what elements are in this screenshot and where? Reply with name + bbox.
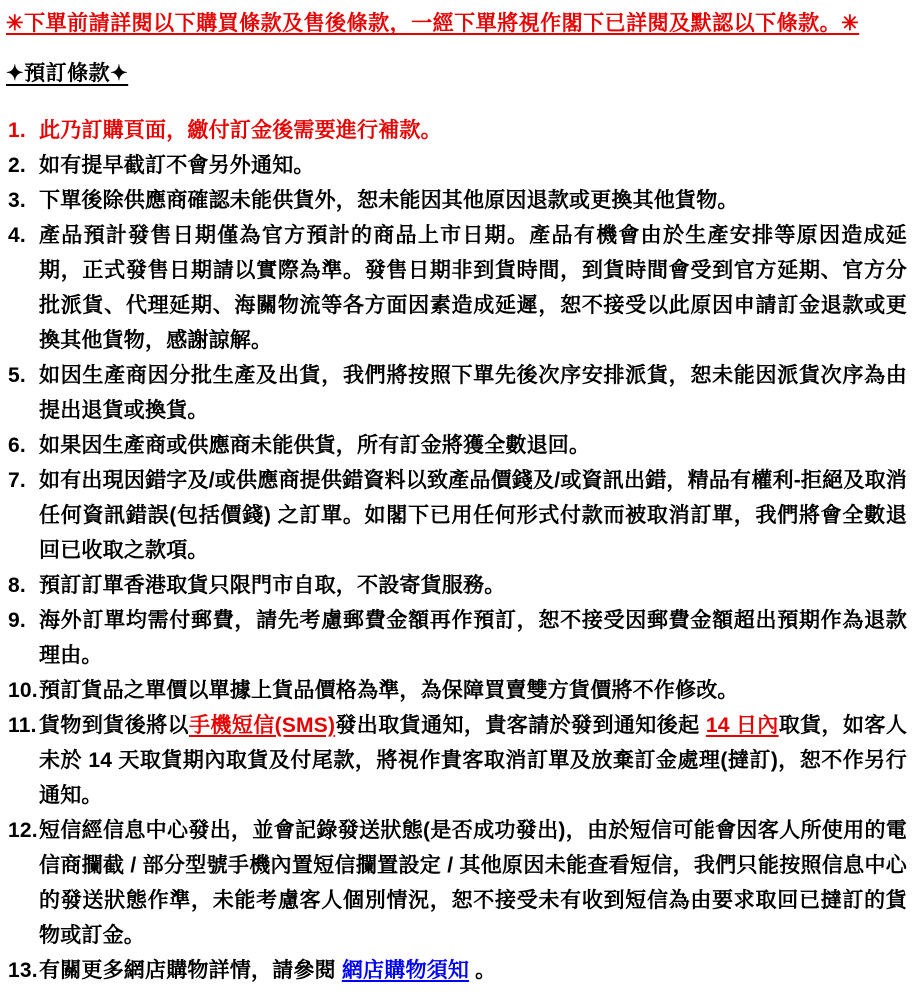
- term-item-9: [6, 603, 907, 673]
- term-item-4: [6, 218, 907, 358]
- pre-order-warning: [6, 6, 907, 41]
- term-text-segment: 發出取貨通知，貴客請於發到通知後起: [335, 714, 706, 737]
- term-number: 3.: [8, 189, 26, 212]
- term-item-2: [6, 148, 907, 183]
- term-text: [39, 469, 907, 562]
- term-text: [39, 959, 496, 982]
- term-text: [39, 679, 739, 702]
- term-text-segment: 如有出現因錯字及/或供應商提供錯資料以致產品價錢及/或資訊出錯，精品有權利-拒絕及取消任何資訊錯誤(包括價錢) 之訂單。如閣下已用任何形式付款而被取消訂單，我們將會全數退回已收取之款項。: [39, 469, 907, 562]
- term-text: [39, 574, 505, 597]
- term-item-11: [6, 708, 907, 813]
- term-item-3: [6, 183, 907, 218]
- shop-guide-link[interactable]: 網店購物須知: [341, 959, 470, 982]
- term-text-segment: 。: [469, 959, 497, 982]
- term-text: [39, 609, 907, 667]
- term-text: [39, 819, 907, 947]
- term-item-13: [6, 953, 907, 988]
- term-text-segment: 如有提早截訂不會另外通知。: [39, 154, 315, 177]
- sms-notice-highlight: 手機短信(SMS): [188, 714, 336, 737]
- term-text: [39, 189, 739, 212]
- term-number: 7.: [8, 469, 26, 492]
- term-text-segment: 有關更多網店購物詳情，請參閱: [39, 959, 342, 982]
- term-number: 13.: [8, 959, 38, 982]
- term-item-1: [6, 113, 907, 148]
- term-text: [39, 154, 315, 177]
- term-number: 4.: [8, 224, 26, 247]
- term-number: 9.: [8, 609, 26, 632]
- term-number: 2.: [8, 154, 26, 177]
- terms-list: [6, 113, 907, 988]
- term-text: [39, 714, 907, 807]
- term-number: 6.: [8, 434, 26, 457]
- pickup-deadline-highlight: 14 日內: [705, 714, 779, 737]
- section-heading-preorder-terms: [6, 56, 907, 91]
- term-text-segment: 產品預計發售日期僅為官方預計的商品上市日期。產品有機會由於生產安排等原因造成延期，正式發售日期請以實際為準。發售日期非到貨時間，到貨時間會受到官方延期、官方分批派貨、代理延期、海關物流等各方面因素造成延遲，恕不接受以此原因申請訂金退款或更換其他貨物，感謝諒解。: [39, 224, 907, 352]
- term-text: [39, 224, 907, 352]
- term-item-5: [6, 358, 907, 428]
- term-text-segment: 取貨，如客人未於 14 天取貨期內取貨及付尾款，將視作貴客取消訂單及放棄訂金處理(撻訂)，恕不作另行通知。: [39, 714, 908, 807]
- term-item-10: [6, 673, 907, 708]
- term-text-segment: 貨物到貨後將以: [39, 714, 189, 737]
- term-number: 8.: [8, 574, 26, 597]
- term-number: 11.: [8, 714, 37, 737]
- term-text-segment: 如因生產商因分批生產及出貨，我們將按照下單先後次序安排派貨，恕未能因派貨次序為由提出退貨或換貨。: [39, 364, 907, 422]
- term-number: 10.: [8, 679, 38, 702]
- term-text: [39, 434, 590, 457]
- term-text-segment: 此乃訂購頁面，繳付訂金後需要進行補款。: [39, 119, 442, 142]
- term-text: [39, 119, 442, 142]
- term-item-12: [6, 813, 907, 953]
- term-text-segment: 下單後除供應商確認未能供貨外，恕未能因其他原因退款或更換其他貨物。: [39, 189, 739, 212]
- term-text: [39, 364, 907, 422]
- term-item-8: [6, 568, 907, 603]
- term-text-segment: 海外訂單均需付郵費，請先考慮郵費金額再作預訂，恕不接受因郵費金額超出預期作為退款理由。: [39, 609, 907, 667]
- term-text-segment: 如果因生產商或供應商未能供貨，所有訂金將獲全數退回。: [39, 434, 591, 457]
- term-number: 12.: [8, 819, 38, 842]
- term-item-6: [6, 428, 907, 463]
- pre-order-warning-text: ✳下單前請詳閱以下購買條款及售後條款，一經下單將視作閣下已詳閱及默認以下條款。✳: [6, 12, 860, 35]
- term-text-segment: 預訂訂單香港取貨只限門市自取，不設寄貨服務。: [39, 574, 506, 597]
- term-text-segment: 短信經信息中心發出，並會記錄發送狀態(是否成功發出)，由於短信可能會因客人所使用的電信商攔截 / 部分型號手機內置短信攔置設定 / 其他原因未能查看短信，我們只能按照信息中心的發送狀態作準，未能考慮客人個別情況，恕不接受未有收到短信為由要求取回已撻訂的貨物或訂金。: [39, 819, 907, 947]
- term-text-segment: 預訂貨品之單價以單據上貨品價格為準，為保障買賣雙方貨價將不作修改。: [39, 679, 739, 702]
- term-item-7: [6, 463, 907, 568]
- term-number: 5.: [8, 364, 26, 387]
- term-number: 1.: [8, 119, 26, 142]
- section-heading-text: ✦預訂條款✦: [6, 62, 129, 85]
